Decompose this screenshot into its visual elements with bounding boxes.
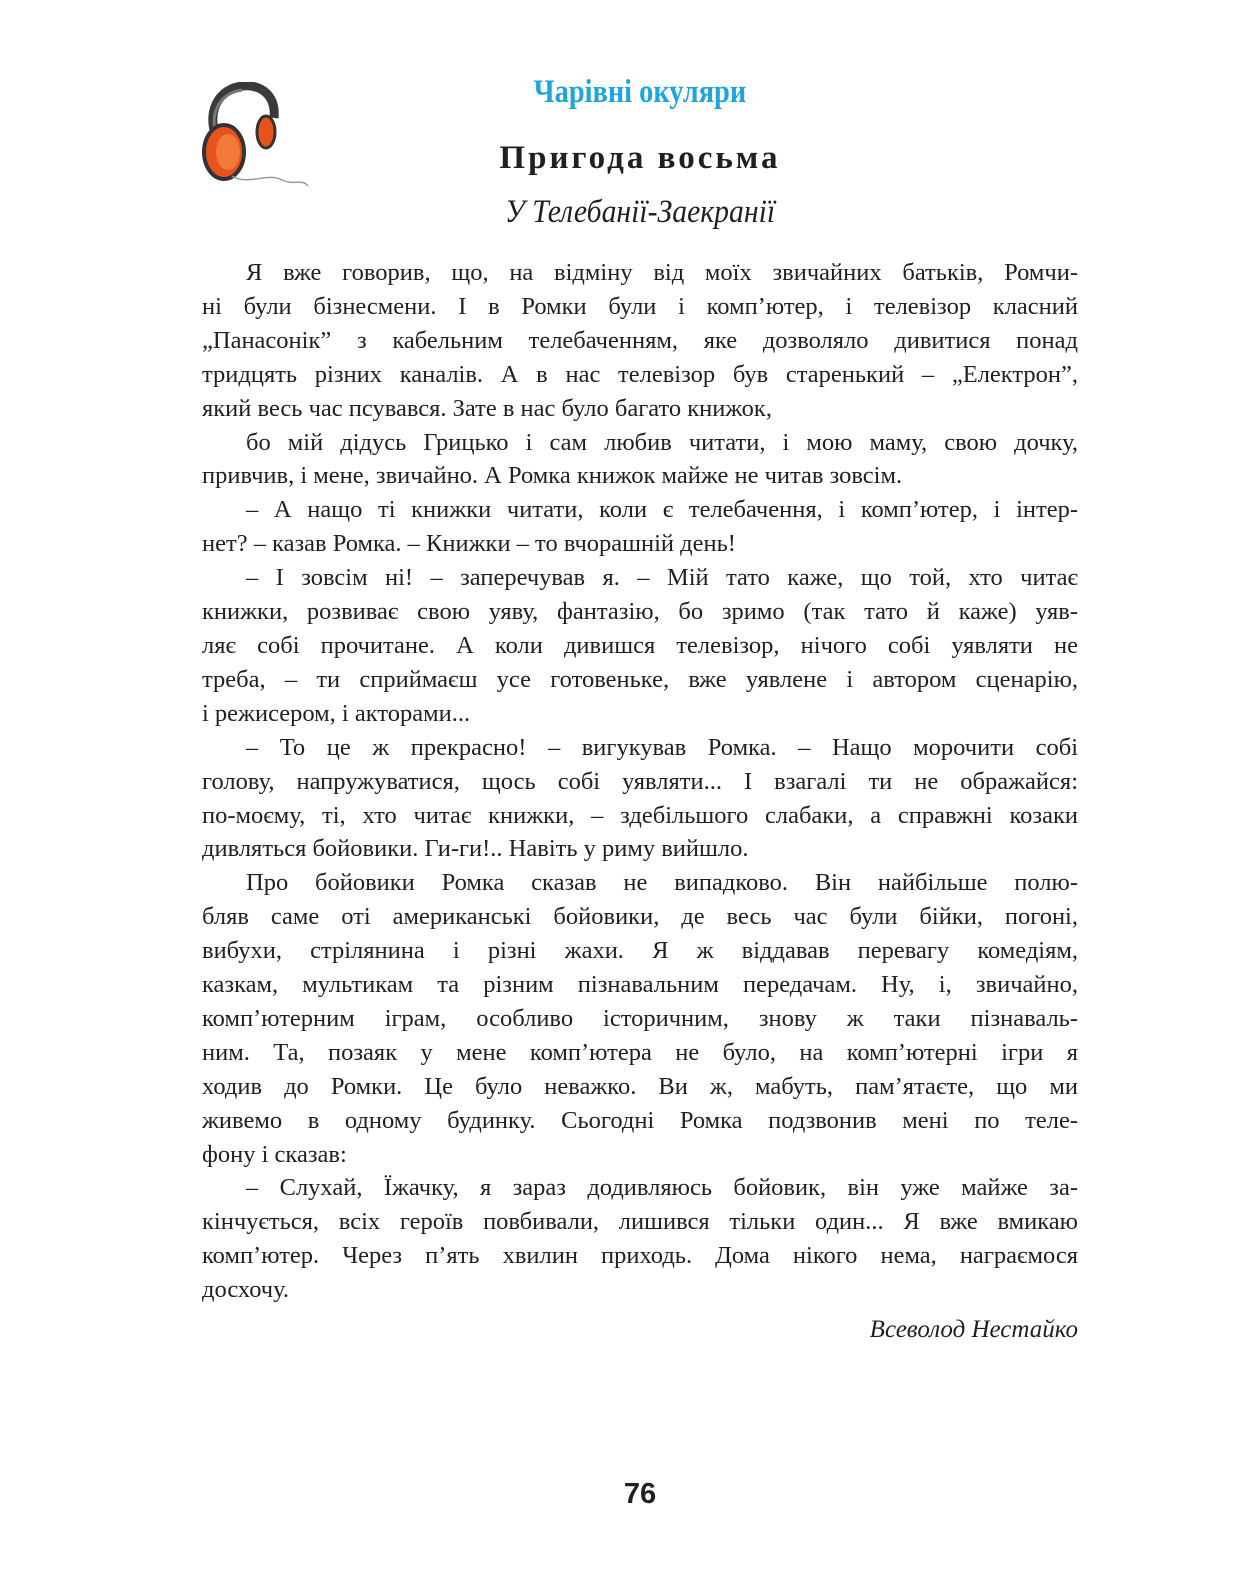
- text-line: ні були бізнесмени. І в Ромки були і комп’ютер, і телевізор класний: [202, 292, 1078, 320]
- text-line: досхочу.: [202, 1276, 290, 1304]
- text-line: комп’ютерним іграм, особливо історичним, знову ж таки пізнаваль-: [202, 1004, 1078, 1032]
- text-line: треба, – ти сприймаєш усе готовеньке, вже уявлене і автором сценарію,: [202, 665, 1078, 693]
- paragraph: [202, 426, 1078, 494]
- author-name: Всеволод Нестайко: [869, 1316, 1078, 1343]
- text-line: нет? – казав Ромка. – Книжки – то вчорашній день!: [202, 530, 736, 558]
- text-line: тридцять різних каналів. А в нас телевізор був старенький – „Електрон”,: [202, 360, 1078, 388]
- text-line: казкам, мультикам та різним пізнавальним передачам. Ну, і, звичайно,: [202, 971, 1078, 999]
- text-line: книжки, розвиває свою уяву, фантазію, бо зримо (так тато й каже) уяв-: [202, 598, 1078, 626]
- text-line: ходив до Ромки. Це було неважко. Ви ж, мабуть, пам’ятаєте, що ми: [202, 1072, 1078, 1100]
- text-line: по-моєму, ті, хто читає книжки, – здебільшого слабаки, а справжні козаки: [202, 801, 1078, 829]
- text-line: – І зовсім ні! – заперечував я. – Мій тато каже, що той, хто читає: [246, 564, 1078, 592]
- paragraph: [202, 866, 1078, 1171]
- text-line: – Слухай, Їжачку, я зараз додивляюсь бойовик, він уже майже за-: [246, 1174, 1078, 1202]
- text-line: Про бойовики Ромка сказав не випадково. Він найбільше полю-: [246, 869, 1078, 897]
- text-line: голову, напружуватися, щось собі уявляти... І взагалі ти не ображайся:: [202, 767, 1078, 795]
- text-line: Я вже говорив, що, на відміну від моїх звичайних батьків, Ромчи-: [246, 259, 1078, 286]
- text-line: фону і сказав:: [202, 1140, 347, 1168]
- chapter-title: Пригода восьма: [499, 140, 781, 176]
- text-line: комп’ютер. Через п’ять хвилин приходь. Дома нікого нема, награємося: [202, 1242, 1078, 1270]
- text-line: ним. Та, позаяк у мене комп’ютера не було, на комп’ютерні ігри я: [202, 1038, 1078, 1066]
- text-line: який весь час псувався. Зате в нас було багато книжок,: [202, 394, 772, 422]
- text-line: і режисером, і акторами...: [202, 699, 471, 727]
- series-title: Чарівні окуляри: [533, 74, 747, 110]
- text-line: „Панасонік” з кабельним телебаченням, яке дозволяло дивитися понад: [202, 326, 1078, 354]
- text-line: живемо в одному будинку. Сьогодні Ромка подзвонив мені по теле-: [202, 1106, 1078, 1134]
- text-line: бо мій дідусь Грицько і сам любив читати, і мою маму, свою дочку,: [246, 428, 1078, 456]
- text-line: ляє собі прочитане. А коли дивишся телевізор, нічого собі уявляти не: [202, 631, 1078, 659]
- chapter-subtitle: У Телебанії-Заекранії: [504, 194, 776, 230]
- text-line: дивляться бойовики. Ги-ги!.. Навіть у риму вийшло.: [202, 835, 749, 863]
- text-line: привчив, і мене, звичайно. А Ромка книжок майже не читав зовсім.: [202, 462, 903, 490]
- text-line: кінчується, всіх героїв повбивали, лишився тільки один... Я вже вмикаю: [202, 1208, 1078, 1236]
- text-line: – А нащо ті книжки читати, коли є телебачення, і комп’ютер, і інтер-: [246, 496, 1078, 524]
- paragraph: [202, 561, 1078, 731]
- page-number: 76: [623, 1478, 657, 1510]
- text-line: бляв саме оті американські бойовики, де весь час були бійки, погоні,: [202, 903, 1078, 931]
- paragraph: [202, 493, 1078, 561]
- story-text: [202, 256, 1078, 1307]
- paragraph: [202, 731, 1078, 867]
- paragraph: [202, 1171, 1078, 1307]
- text-line: – То це ж прекрасно! – вигукував Ромка. – Нащо морочити собі: [246, 733, 1078, 761]
- text-line: вибухи, стрілянина і різні жахи. Я ж віддавав перевагу комедіям,: [202, 937, 1078, 965]
- paragraph: [202, 256, 1078, 426]
